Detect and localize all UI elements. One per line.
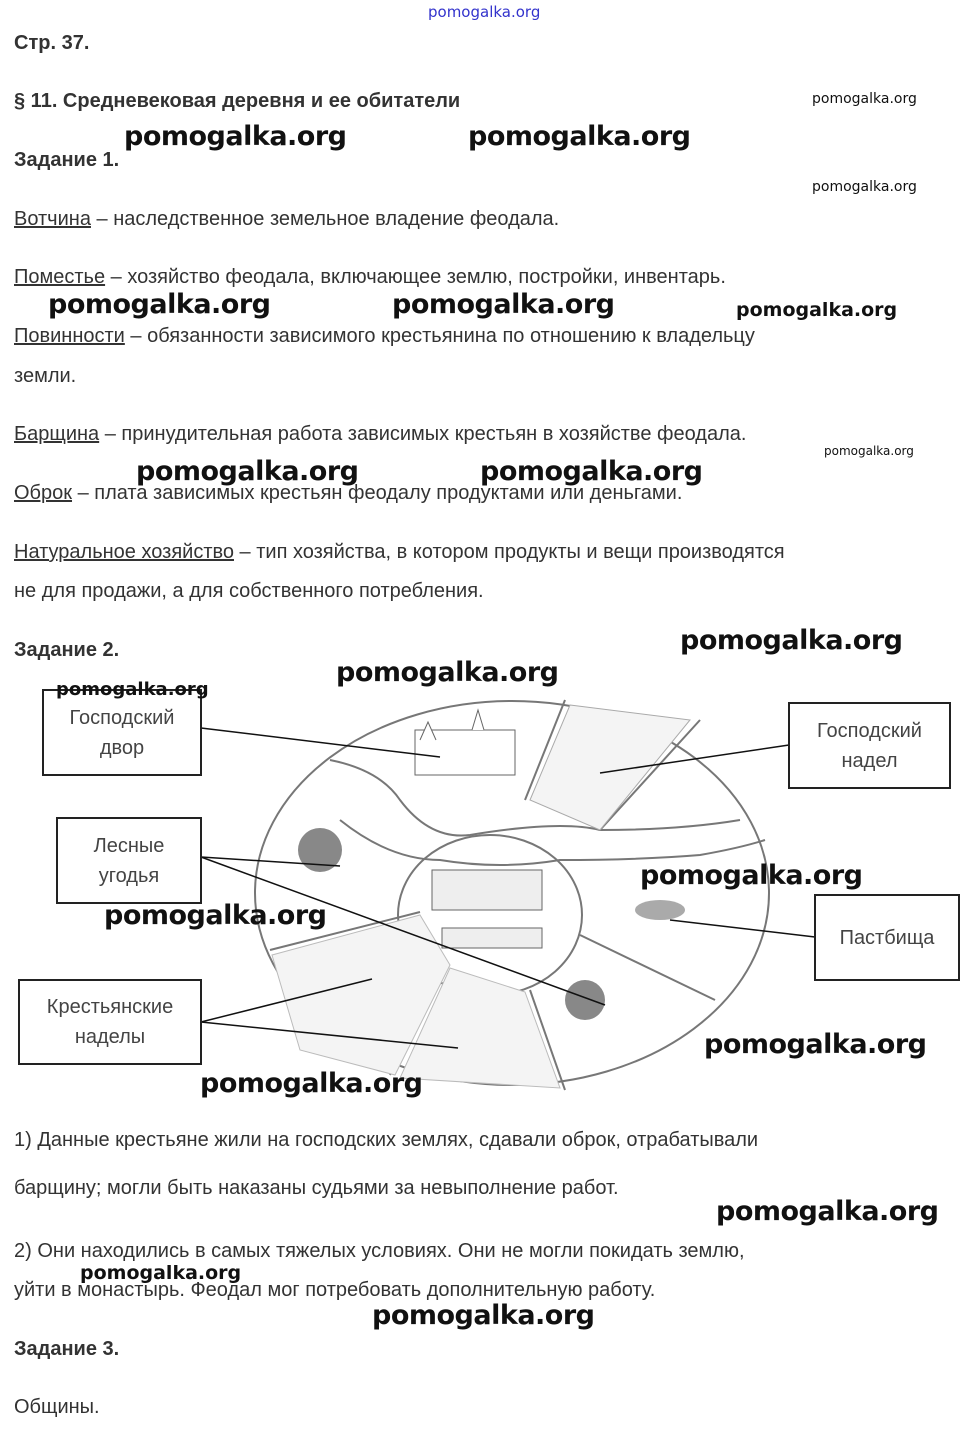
label-line: двор [99,736,145,759]
watermark: pomogalka.org [336,657,559,688]
cow-icon [635,900,685,920]
label-line: наделы [74,1026,146,1048]
label-lord-allotment [788,702,951,789]
watermark: pomogalka.org [80,1262,242,1284]
page-number: Стр. 37. [14,32,90,54]
watermark: pomogalka.org [824,444,914,458]
watermark: pomogalka.org [812,179,917,195]
watermark: pomogalka.org [640,860,863,891]
term: Натуральное хозяйство [14,541,234,563]
label-pasture [814,894,960,981]
task1-title: Задание 1. [14,149,120,171]
watermark: pomogalka.org [680,625,903,656]
label-line: Крестьянские [46,996,174,1018]
task2-title: Задание 2. [14,639,120,661]
label-line: Лесные [93,834,165,857]
watermark: pomogalka.org [104,900,327,931]
term: Вотчина [14,208,91,230]
label-line: угодья [98,864,160,887]
label-line: Господский [69,706,175,729]
definition-cont: земли. [14,365,77,387]
label-line: Господский [817,719,922,742]
label-lord-yard [42,689,202,776]
watermark: pomogalka.org [372,1300,595,1331]
watermark: pomogalka.org [480,456,703,487]
watermark: pomogalka.org [428,3,541,21]
definition-text: – принудительная работа зависимых крестьян в хозяйстве феодала. [99,423,747,445]
task3-title: Задание 3. [14,1338,120,1360]
watermark: pomogalka.org [812,91,917,107]
label-peasant-allotments [18,979,202,1065]
section-title: § 11. Средневековая деревня и ее обитатели [14,90,461,112]
label-forest [56,817,202,904]
label-line: надел [841,749,898,772]
lord-allotment-hatch [530,705,690,830]
answer-1-line: барщину; могли быть наказаны судьями за невыполнение работ. [14,1177,619,1199]
watermark: pomogalka.org [716,1196,939,1227]
term: Повинности [14,325,125,347]
label-line: Пастбища [839,926,935,949]
castle-icon [415,710,515,775]
term: Оброк [14,482,73,504]
task3-answer: Общины. [14,1396,100,1418]
watermark: pomogalka.org [200,1068,423,1099]
definition-cont: не для продажи, а для собственного потребления. [14,580,484,602]
watermark: pomogalka.org [136,456,359,487]
definition-text: – наследственное земельное владение феодала. [90,208,560,230]
term: Барщина [14,423,100,445]
definition-text: – тип хозяйства, в котором продукты и вещи производятся [234,541,785,563]
watermark: pomogalka.org [48,289,271,320]
watermark: pomogalka.org [736,299,898,321]
definition-text: – хозяйство феодала, включающее землю, постройки, инвентарь. [105,266,726,288]
answer-1-line: 1) Данные крестьяне жили на господских землях, сдавали оброк, отрабатывали [14,1129,759,1151]
answer-2-line: 2) Они находились в самых тяжелых условиях. Они не могли покидать землю, [14,1240,745,1262]
answer-2-line: уйти в монастырь. Феодал мог потребовать дополнительную работу. [14,1279,656,1301]
watermark: pomogalka.org [704,1029,927,1060]
houses-icon [432,870,542,948]
watermark: pomogalka.org [124,121,347,152]
watermark: pomogalka.org [392,289,615,320]
definition-text: – плата зависимых крестьян феодалу продуктами или деньгами. [72,482,683,504]
term: Поместье [14,266,106,288]
definition-text: – обязанности зависимого крестьянина по отношению к владельцу [124,325,755,347]
watermark: pomogalka.org [468,121,691,152]
watermark: pomogalka.org [56,679,209,700]
